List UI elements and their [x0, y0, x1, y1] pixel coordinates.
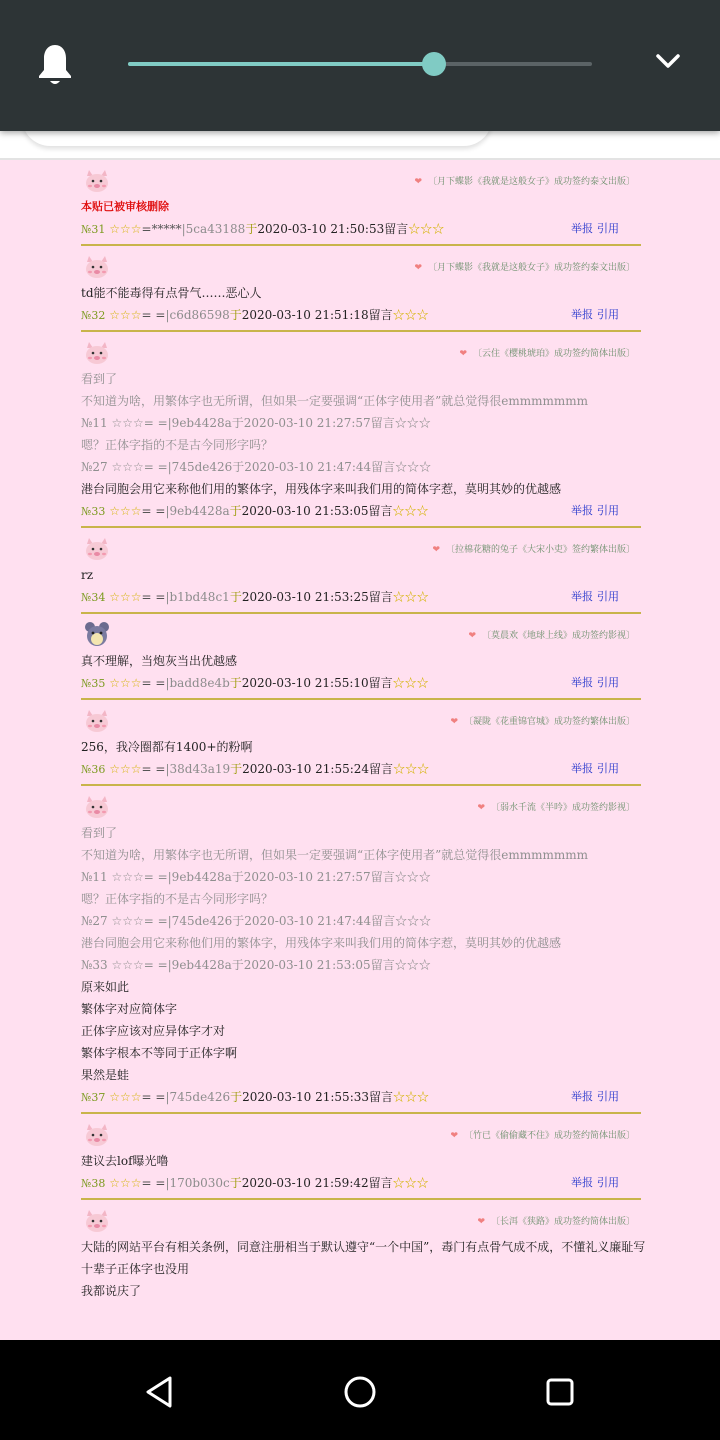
pink-pig-avatar-icon: [83, 792, 111, 820]
author-name: = =: [141, 1090, 166, 1104]
post-text-line: №11 ☆☆☆= =|9eb4428a于2020-03-10 21:27:57留言☆☆☆: [81, 870, 431, 884]
pink-pig-avatar-icon: [83, 166, 111, 194]
yu-text: 于: [230, 762, 243, 776]
post-text-line: 果然是蛙: [81, 1068, 130, 1082]
volume-slider-fill: [128, 62, 434, 66]
forum-thread[interactable]: [0, 160, 720, 1340]
stars-before: ☆☆☆: [109, 504, 142, 518]
signature: [477, 800, 635, 813]
author-code: |38d43a19: [165, 762, 231, 776]
post-actions: [567, 304, 619, 326]
post-text-line: 我都说庆了: [81, 1284, 142, 1298]
post-header: [81, 532, 641, 564]
post-header: [81, 790, 641, 822]
stars-after: ☆☆☆: [392, 676, 429, 690]
stars-before: ☆☆☆: [109, 590, 142, 604]
post-text-line: 本贴已被审核删除: [81, 200, 169, 213]
pink-pig-avatar-icon: [83, 338, 111, 366]
post-header: [81, 704, 641, 736]
post-header: [81, 618, 641, 650]
post-actions: [567, 758, 619, 780]
post-text-line: 繁体字对应简体字: [81, 1002, 178, 1016]
post-item: [81, 1114, 641, 1200]
post-text-line: 看到了: [81, 826, 118, 840]
quote-link[interactable]: 引用: [597, 308, 619, 321]
signature: [450, 714, 635, 727]
stars-before: ☆☆☆: [109, 676, 142, 690]
quote-link[interactable]: 引用: [597, 676, 619, 689]
report-link[interactable]: 举报: [571, 222, 593, 235]
heart-icon: ❤: [468, 631, 476, 641]
author-name: = =: [141, 504, 166, 518]
signature-text: 〔云住《樱桃琥珀》成功签约简体出版〕: [472, 349, 635, 359]
post-meta: [81, 218, 641, 241]
signature: [468, 628, 635, 641]
stars-before: ☆☆☆: [109, 1176, 142, 1190]
post-list: [81, 160, 646, 1305]
heart-icon: ❤: [414, 177, 422, 187]
post-header: [81, 164, 641, 196]
stars-after: ☆☆☆: [392, 590, 429, 604]
post-time: 2020-03-10 21:53:05留言: [241, 504, 393, 518]
post-item: [81, 1200, 646, 1305]
post-text-line: №33 ☆☆☆= =|9eb4428a于2020-03-10 21:53:05留言☆☆☆: [81, 958, 431, 972]
signature-text: 〔长洱《狭路》成功签约简体出版〕: [490, 1217, 635, 1227]
floor-number: №34: [81, 591, 106, 604]
pink-pig-avatar-icon: [83, 534, 111, 562]
post-header: [81, 1204, 641, 1236]
yu-text: 于: [245, 222, 258, 236]
author-code: |5ca43188: [181, 222, 246, 236]
floor-number: №33: [81, 505, 106, 518]
post-actions: [567, 500, 619, 522]
stars-after: ☆☆☆: [408, 222, 445, 236]
signature: [414, 260, 635, 273]
post-time: 2020-03-10 21:51:18留言: [241, 308, 393, 322]
floor-number: №37: [81, 1091, 106, 1104]
post-item: [81, 614, 641, 700]
author-code: |c6d86598: [165, 308, 230, 322]
author-name: = =: [141, 1176, 166, 1190]
stars-before: ☆☆☆: [109, 762, 142, 776]
heart-icon: ❤: [432, 545, 440, 555]
yu-text: 于: [229, 590, 242, 604]
quote-link[interactable]: 引用: [597, 762, 619, 775]
report-link[interactable]: 举报: [571, 590, 593, 603]
post-header: [81, 250, 641, 282]
post-actions: [567, 1172, 619, 1194]
signature: [432, 542, 635, 555]
post-text-line: №27 ☆☆☆= =|745de426于2020-03-10 21:47:44留言☆☆☆: [81, 460, 432, 474]
post-text-line: 正体字应该对应异体字才对: [81, 1024, 226, 1038]
floor-number: №35: [81, 677, 106, 690]
post-text-line: 真不理解，当炮灰当出优越感: [81, 654, 238, 668]
signature-text: 〔竹已《偷偷藏不住》成功签约简体出版〕: [463, 1131, 635, 1141]
signature-text: 〔拉棉花糖的兔子《大宋小吏》签约繁体出版〕: [445, 545, 635, 555]
post-header: [81, 336, 641, 368]
post-text-line: 港台同胞会用它来称他们用的繁体字，用残体字来叫我们用的简体字惹，莫明其妙的优越感: [81, 936, 562, 950]
signature: [459, 346, 635, 359]
stars-before: ☆☆☆: [109, 308, 142, 322]
floor-number: №36: [81, 763, 106, 776]
report-link[interactable]: 举报: [571, 1176, 593, 1189]
post-text-line: №11 ☆☆☆= =|9eb4428a于2020-03-10 21:27:57留言☆☆☆: [81, 416, 431, 430]
signature-text: 〔弱水千流《半吟》成功签约影视〕: [490, 803, 635, 813]
yu-text: 于: [229, 1176, 242, 1190]
home-icon[interactable]: [340, 1372, 380, 1412]
yu-text: 于: [229, 676, 242, 690]
post-time: 2020-03-10 21:53:25留言: [241, 590, 393, 604]
post-meta: [81, 1086, 641, 1109]
signature-text: 〔莫晨欢《地球上线》成功签约影视〕: [481, 631, 635, 641]
bell-icon[interactable]: [36, 43, 74, 87]
signature: [477, 1214, 635, 1227]
navigation-bar: [0, 1340, 720, 1440]
pink-pig-avatar-icon: [83, 1206, 111, 1234]
post-meta: [81, 758, 641, 781]
post-time: 2020-03-10 21:59:42留言: [241, 1176, 393, 1190]
report-link[interactable]: 举报: [571, 504, 593, 517]
quote-link[interactable]: 引用: [597, 222, 619, 235]
author-name: = =: [141, 762, 166, 776]
report-link[interactable]: 举报: [571, 676, 593, 689]
post-time: 2020-03-10 21:55:10留言: [241, 676, 393, 690]
signature-text: 〔月下蝶影《我就是这般女子》成功签约泰文出版〕: [427, 177, 635, 187]
post-actions: [567, 586, 619, 608]
stars-before: ☆☆☆: [109, 1090, 142, 1104]
post-text-line: №27 ☆☆☆= =|745de426于2020-03-10 21:47:44留言☆☆☆: [81, 914, 432, 928]
recents-icon[interactable]: [540, 1372, 580, 1412]
stars-after: ☆☆☆: [393, 762, 430, 776]
author-code: |badd8e4b: [165, 676, 230, 690]
signature-text: 〔月下蝶影《我就是这般女子》成功签约泰文出版〕: [427, 263, 635, 273]
heart-icon: ❤: [459, 349, 467, 359]
back-icon[interactable]: [140, 1372, 180, 1412]
author-name: = =: [141, 676, 166, 690]
post-item: [81, 700, 641, 786]
quote-link[interactable]: 引用: [597, 590, 619, 603]
volume-panel: [0, 0, 720, 131]
yu-text: 于: [229, 308, 242, 322]
signature-text: 〔凝陇《花重锦官城》成功签约繁体出版〕: [463, 717, 635, 727]
volume-slider[interactable]: [128, 62, 592, 66]
post-text-line: td能不能毒得有点骨气……恶心人: [81, 286, 262, 300]
pink-pig-avatar-icon: [83, 706, 111, 734]
post-text-line: 嗯？正体字指的不是古今同形字吗？: [81, 438, 274, 452]
author-code: |9eb4428a: [165, 504, 230, 518]
pink-pig-avatar-icon: [83, 252, 111, 280]
quote-link[interactable]: 引用: [597, 504, 619, 517]
yu-text: 于: [230, 1090, 243, 1104]
post-meta: [81, 672, 641, 695]
report-link[interactable]: 举报: [571, 308, 593, 321]
post-text-line: 嗯？正体字指的不是古今同形字吗？: [81, 892, 274, 906]
heart-icon: ❤: [450, 1131, 458, 1141]
post-meta: [81, 500, 641, 523]
post-text-line: 不知道为啥，用繁体字也无所谓，但如果一定要强调“正体字使用者”就总觉得很emmmmmmm: [81, 848, 589, 862]
stars-after: ☆☆☆: [392, 1176, 429, 1190]
gray-mouse-avatar-icon: [83, 620, 111, 648]
author-code: |b1bd48c1: [165, 590, 230, 604]
volume-slider-thumb[interactable]: [422, 52, 446, 76]
post-item: [81, 528, 641, 614]
post-meta: [81, 1172, 641, 1195]
stars-before: ☆☆☆: [109, 222, 142, 236]
post-item: [81, 246, 641, 332]
report-link[interactable]: 举报: [571, 762, 593, 775]
quote-link[interactable]: 引用: [597, 1090, 619, 1103]
signature: [414, 174, 635, 187]
post-text-line: 港台同胞会用它来称他们用的繁体字，用残体字来叫我们用的简体字惹，莫明其妙的优越感: [81, 482, 562, 496]
author-name: =*****: [141, 222, 182, 236]
author-name: = =: [141, 590, 166, 604]
heart-icon: ❤: [414, 263, 422, 273]
post-text-line: 十辈子正体字也没用: [81, 1262, 190, 1276]
post-text-line: 256，我冷圈都有1400+的粉啊: [81, 740, 253, 754]
report-link[interactable]: 举报: [571, 1090, 593, 1103]
post-meta: [81, 304, 641, 327]
post-text-line: 看到了: [81, 372, 118, 386]
post-item: [81, 160, 641, 246]
stars-after: ☆☆☆: [393, 1090, 430, 1104]
post-actions: [567, 672, 619, 694]
heart-icon: ❤: [477, 803, 485, 813]
floor-number: №32: [81, 309, 106, 322]
author-code: |745de426: [165, 1090, 231, 1104]
post-text-line: 不知道为啥，用繁体字也无所谓，但如果一定要强调“正体字使用者”就总觉得很emmmmmmm: [81, 394, 589, 408]
post-meta: [81, 586, 641, 609]
signature: [450, 1128, 635, 1141]
post-text-line: 繁体字根本不等同于正体字啊: [81, 1046, 238, 1060]
post-text-line: 大陆的网站平台有相关条例，同意注册相当于默认遵守“一个中国”，毒门有点骨气成不成，不懂礼义廉耻写: [81, 1240, 646, 1254]
post-time: 2020-03-10 21:55:33留言: [242, 1090, 394, 1104]
post-text-line: rz: [81, 568, 94, 582]
post-time: 2020-03-10 21:55:24留言: [242, 762, 394, 776]
stars-after: ☆☆☆: [392, 504, 429, 518]
stars-after: ☆☆☆: [392, 308, 429, 322]
post-actions: [567, 218, 619, 240]
post-header: [81, 1118, 641, 1150]
heart-icon: ❤: [450, 717, 458, 727]
post-item: [81, 786, 641, 1114]
author-code: |170b030c: [165, 1176, 230, 1190]
chevron-down-icon[interactable]: [652, 50, 684, 74]
quote-link[interactable]: 引用: [597, 1176, 619, 1189]
author-name: = =: [141, 308, 166, 322]
floor-number: №31: [81, 223, 106, 236]
post-actions: [567, 1086, 619, 1108]
yu-text: 于: [229, 504, 242, 518]
post-time: 2020-03-10 21:50:53留言: [257, 222, 409, 236]
post-text-line: 建议去lof曝光噜: [81, 1154, 169, 1168]
floor-number: №38: [81, 1177, 106, 1190]
heart-icon: ❤: [477, 1217, 485, 1227]
post-text-line: 原来如此: [81, 980, 130, 994]
pink-pig-avatar-icon: [83, 1120, 111, 1148]
post-item: [81, 332, 641, 528]
